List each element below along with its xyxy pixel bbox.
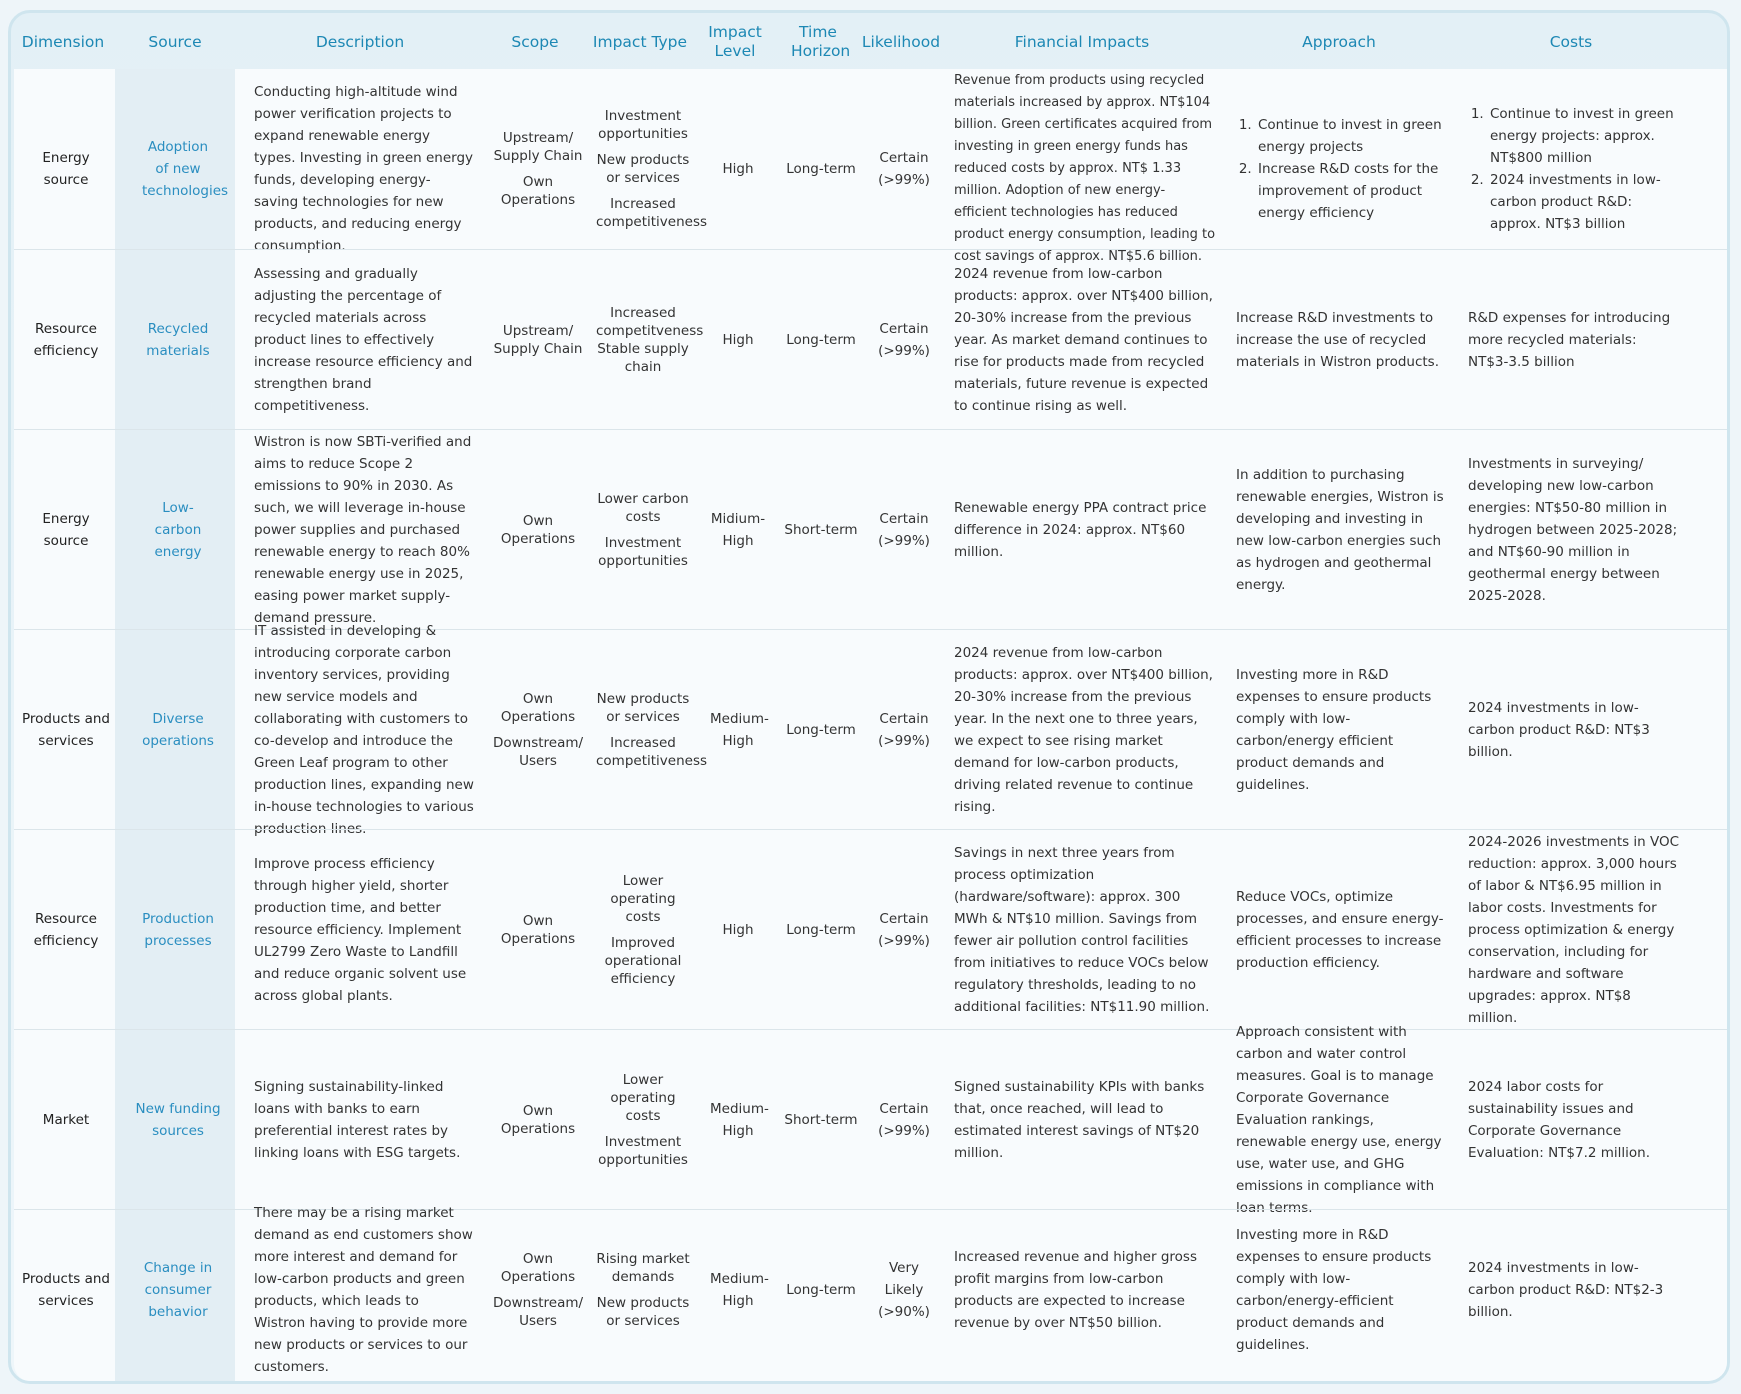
approach-item: 1. Continue to invest in green energy projects bbox=[1256, 114, 1448, 158]
approach-cell: Investing more in R&D expenses to ensure products comply with low-carbon/energy-efficient product demands and guidelines. bbox=[1236, 1227, 1432, 1353]
table-row bbox=[14, 69, 1728, 269]
header-source: Source bbox=[148, 32, 202, 51]
impact-level-cell: High bbox=[722, 161, 754, 177]
approach-item: 2. Increase R&D costs for the improvement of product energy efficiency bbox=[1256, 158, 1448, 224]
scope-item: Own Operations bbox=[500, 1103, 576, 1137]
dimension-cell: Energy source bbox=[42, 511, 90, 549]
time-horizon-cell: Short-term bbox=[784, 522, 858, 538]
table-row bbox=[14, 249, 1728, 430]
impact-type-item: New products or services bbox=[596, 691, 690, 725]
impact-type-item: Increased competitveness Stable supply chain bbox=[596, 305, 704, 375]
scope-cell bbox=[488, 129, 588, 209]
approach-list bbox=[1236, 114, 1448, 224]
impact-level-cell: High bbox=[722, 922, 754, 938]
likelihood-cell: Certain (>99%) bbox=[878, 511, 930, 549]
header-financial-impacts: Financial Impacts bbox=[1014, 32, 1150, 51]
impact-type-item: Lower operating costs bbox=[610, 1072, 676, 1124]
dimension-cell: Products and services bbox=[22, 1271, 110, 1309]
dimension-cell: Resource efficiency bbox=[33, 321, 99, 359]
time-horizon-cell: Long-term bbox=[786, 161, 856, 177]
table-frame bbox=[8, 10, 1730, 1384]
likelihood-cell: Certain (>99%) bbox=[878, 711, 930, 749]
financial-impacts-cell: Revenue from products using recycled materials increased by approx. NT$104 billion. Green certificates acquired from investing in green energy funds has reduced costs by approx. NT$ 1.33 million. Adoption of new energy-efficient technologies has reduced product energy consumption, leading to cost savings of approx. NT$5.6 billion. bbox=[954, 73, 1216, 264]
scope-cell bbox=[488, 512, 588, 548]
impact-type-cell bbox=[588, 690, 708, 770]
financial-impacts-cell: Savings in next three years from process optimization (hardware/software): approx. 300 MWh & NT$10 million. Savings from fewer air pollution control facilities from initiatives to reduce VOCs below regulatory thresholds, leading to no additional facilities: NT$11.90 million. bbox=[954, 845, 1210, 1015]
table-row bbox=[14, 1205, 1728, 1375]
scope-item: Downstream/ Users bbox=[492, 735, 584, 769]
impact-level-cell: Medium-High bbox=[710, 1101, 769, 1139]
impact-type-item: Rising market demands bbox=[596, 1251, 690, 1285]
scope-item: Upstream/ Supply Chain bbox=[493, 323, 583, 357]
table-row bbox=[14, 429, 1728, 630]
description-cell: Conducting high-altitude wind power verification projects to expand renewable energy types. Investing in green energy funds, developing energy-saving technologies for new products, and reducing energy consumption. bbox=[254, 84, 474, 254]
time-horizon-cell: Long-term bbox=[786, 922, 856, 938]
approach-cell: In addition to purchasing renewable energies, Wistron is developing and investing in new low-carbon energies such as hydrogen and geothermal energy. bbox=[1236, 467, 1444, 593]
costs-item: 1. Continue to invest in green energy projects: approx. NT$800 million bbox=[1488, 103, 1680, 169]
likelihood-cell: Certain (>99%) bbox=[878, 911, 930, 949]
impact-level-cell: Medium-High bbox=[710, 1271, 769, 1309]
source-cell: Low-carbon energy bbox=[154, 500, 202, 560]
dimension-cell: Resource efficiency bbox=[33, 911, 99, 949]
table-row bbox=[14, 1024, 1728, 1216]
financial-impacts-cell: Renewable energy PPA contract price difference in 2024: approx. NT$60 million. bbox=[954, 500, 1207, 560]
header-scope: Scope bbox=[511, 32, 559, 51]
impact-type-item: New products or services bbox=[596, 1295, 690, 1329]
time-horizon-cell: Long-term bbox=[786, 722, 856, 738]
approach-cell bbox=[1226, 114, 1458, 224]
header-description: Description bbox=[315, 32, 405, 51]
time-horizon-cell: Long-term bbox=[786, 1282, 856, 1298]
financial-impacts-cell: 2024 revenue from low-carbon products: approx. over NT$400 billion, 20-30% increase from the previous year. As market demand continues to rise for products made from recycled materials, future revenue is expected to continue rising as well. bbox=[954, 266, 1213, 414]
impact-type-item: Lower carbon costs bbox=[597, 491, 689, 525]
likelihood-cell: Certain (>99%) bbox=[878, 150, 930, 188]
scope-item: Own Operations bbox=[500, 513, 576, 547]
impact-type-item: Increased competitiveness bbox=[596, 735, 708, 769]
costs-cell: R&D expenses for introducing more recycled materials: NT$3-3.5 billion bbox=[1468, 310, 1671, 370]
impact-type-cell bbox=[588, 1071, 698, 1169]
table-row bbox=[14, 623, 1728, 837]
impact-type-item: Increased competitiveness bbox=[596, 196, 708, 230]
impact-type-item: Investment opportunities bbox=[598, 535, 688, 569]
approach-cell: Approach consistent with carbon and water control measures. Goal is to manage Corporate Governance Evaluation rankings, renewable energy use, energy use, water use, and GHG emissions in compliance with loan terms. bbox=[1236, 1024, 1442, 1216]
costs-cell: 2024 investments in low-carbon product R&D: NT$2-3 billion. bbox=[1468, 1260, 1664, 1320]
costs-list bbox=[1468, 103, 1680, 235]
costs-cell bbox=[1458, 103, 1690, 235]
source-cell: Diverse operations bbox=[142, 711, 214, 749]
scope-cell bbox=[488, 322, 588, 358]
dimension-cell: Energy source bbox=[42, 150, 90, 188]
impact-type-cell bbox=[588, 490, 698, 570]
impact-type-item: Lower operating costs bbox=[610, 873, 676, 925]
impact-type-item: Improved operational efficiency bbox=[604, 935, 682, 987]
financial-impacts-cell: Signed sustainability KPIs with banks that, once reached, will lead to estimated interest savings of NT$20 million. bbox=[954, 1079, 1205, 1161]
description-cell: IT assisted in developing & introducing corporate carbon inventory services, providing new service models and collaborating with customers to co-develop and introduce the Green Leaf program to other production lines, expanding new in-house technologies to various production lines. bbox=[254, 623, 474, 837]
scope-item: Own Operations bbox=[500, 174, 576, 208]
dimension-cell: Market bbox=[42, 1112, 90, 1128]
time-horizon-cell: Long-term bbox=[786, 332, 856, 348]
impact-type-item: New products or services bbox=[596, 152, 690, 186]
approach-cell: Investing more in R&D expenses to ensure products comply with low-carbon/energy efficient product demands and guidelines. bbox=[1236, 667, 1432, 793]
scope-item: Upstream/ Supply Chain bbox=[493, 130, 583, 164]
scope-cell bbox=[488, 912, 588, 948]
impact-type-cell bbox=[588, 1250, 698, 1330]
header-impact-level: Impact Level bbox=[708, 23, 762, 60]
likelihood-cell: Certain (>99%) bbox=[878, 1101, 930, 1139]
approach-cell: Increase R&D investments to increase the use of recycled materials in Wistron products. bbox=[1236, 310, 1440, 370]
source-cell: New funding sources bbox=[135, 1101, 221, 1139]
impact-type-item: Investment opportunities bbox=[598, 1134, 688, 1168]
description-cell: Improve process efficiency through higher yield, shorter production time, and better resource efficiency. Implement UL2799 Zero Waste to Landfill and reduce organic solvent use across global plants. bbox=[254, 856, 467, 1004]
source-cell: Adoption of new technologies bbox=[142, 139, 229, 199]
header-dimension: Dimension bbox=[21, 32, 105, 51]
scope-item: Own Operations bbox=[500, 913, 576, 947]
source-cell: Recycled materials bbox=[146, 321, 210, 359]
header-costs: Costs bbox=[1549, 32, 1593, 51]
impact-type-cell bbox=[588, 107, 708, 231]
likelihood-cell: Very Likely (>90%) bbox=[878, 1260, 930, 1320]
costs-cell: 2024 investments in low-carbon product R&D: NT$3 billion. bbox=[1468, 700, 1650, 760]
approach-cell: Reduce VOCs, optimize processes, and ensure energy-efficient processes to increase production efficiency. bbox=[1236, 889, 1444, 971]
table-header bbox=[11, 13, 1727, 71]
header-likelihood: Likelihood bbox=[861, 32, 941, 51]
impact-type-cell bbox=[588, 304, 704, 376]
description-cell: Assessing and gradually adjusting the percentage of recycled materials across product lines to effectively increase resource efficiency and strengthen brand competitiveness. bbox=[254, 266, 473, 414]
source-cell: Change in consumer behavior bbox=[143, 1260, 213, 1320]
costs-cell: Investments in surveying/ developing new low-carbon energies: NT$50-80 million in hydrogen between 2025-2028; and NT$60-90 million in geothermal energy between 2025-2028. bbox=[1468, 456, 1678, 604]
scope-item: Own Operations bbox=[500, 691, 576, 725]
header-impact-type: Impact Type bbox=[592, 32, 688, 51]
costs-cell: 2024-2026 investments in VOC reduction: approx. 3,000 hours of labor & NT$6.95 million in labor costs. Investments for process optimization & energy conservation, including for hardware and software upgrades: approx. NT$8 million. bbox=[1468, 834, 1680, 1026]
source-cell: Production processes bbox=[142, 911, 214, 949]
impact-level-cell: Medium-High bbox=[710, 711, 769, 749]
impact-level-cell: Midium-High bbox=[710, 511, 766, 549]
likelihood-cell: Certain (>99%) bbox=[878, 321, 930, 359]
table-row bbox=[14, 829, 1728, 1030]
scope-cell bbox=[488, 1102, 588, 1138]
description-cell: There may be a rising market demand as end customers show more interest and demand for low-carbon products and green products, which leads to Wistron having to provide more new products or services to our customers. bbox=[254, 1205, 473, 1375]
impact-level-cell: High bbox=[722, 332, 754, 348]
costs-item: 2. 2024 investments in low-carbon product R&D: approx. NT$3 billion bbox=[1488, 169, 1680, 235]
impact-type-cell bbox=[588, 872, 698, 988]
time-horizon-cell: Short-term bbox=[784, 1112, 858, 1128]
scope-cell bbox=[488, 690, 588, 770]
scope-item: Own Operations bbox=[500, 1251, 576, 1285]
financial-impacts-cell: Increased revenue and higher gross profit margins from low-carbon products are expected to increase revenue by over NT$50 billion. bbox=[954, 1249, 1197, 1331]
header-approach: Approach bbox=[1302, 32, 1376, 51]
scope-cell bbox=[488, 1250, 588, 1330]
header-time-horizon: Time Horizon bbox=[791, 23, 851, 60]
description-cell: Signing sustainability-linked loans with banks to earn preferential interest rates by linking loans with ESG targets. bbox=[254, 1079, 461, 1161]
impact-type-item: Investment opportunities bbox=[598, 108, 688, 142]
scope-item: Downstream/ Users bbox=[492, 1295, 584, 1329]
description-cell: Wistron is now SBTi-verified and aims to reduce Scope 2 emissions to 90% in 2030. As such, we will leverage in-house power supplies and purchased renewable energy to reach 80% renewable energy use in 2025, easing power market supply-demand pressure. bbox=[254, 434, 472, 626]
costs-cell: 2024 labor costs for sustainability issues and Corporate Governance Evaluation: NT$7.2 million. bbox=[1468, 1079, 1651, 1161]
table-body bbox=[14, 69, 1728, 1382]
financial-impacts-cell: 2024 revenue from low-carbon products: approx. over NT$400 billion, 20-30% increase from the previous year. In the next one to three years, we expect to see rising market demand for low-carbon products, driving related revenue to continue rising. bbox=[954, 645, 1213, 815]
dimension-cell: Products and services bbox=[22, 711, 110, 749]
